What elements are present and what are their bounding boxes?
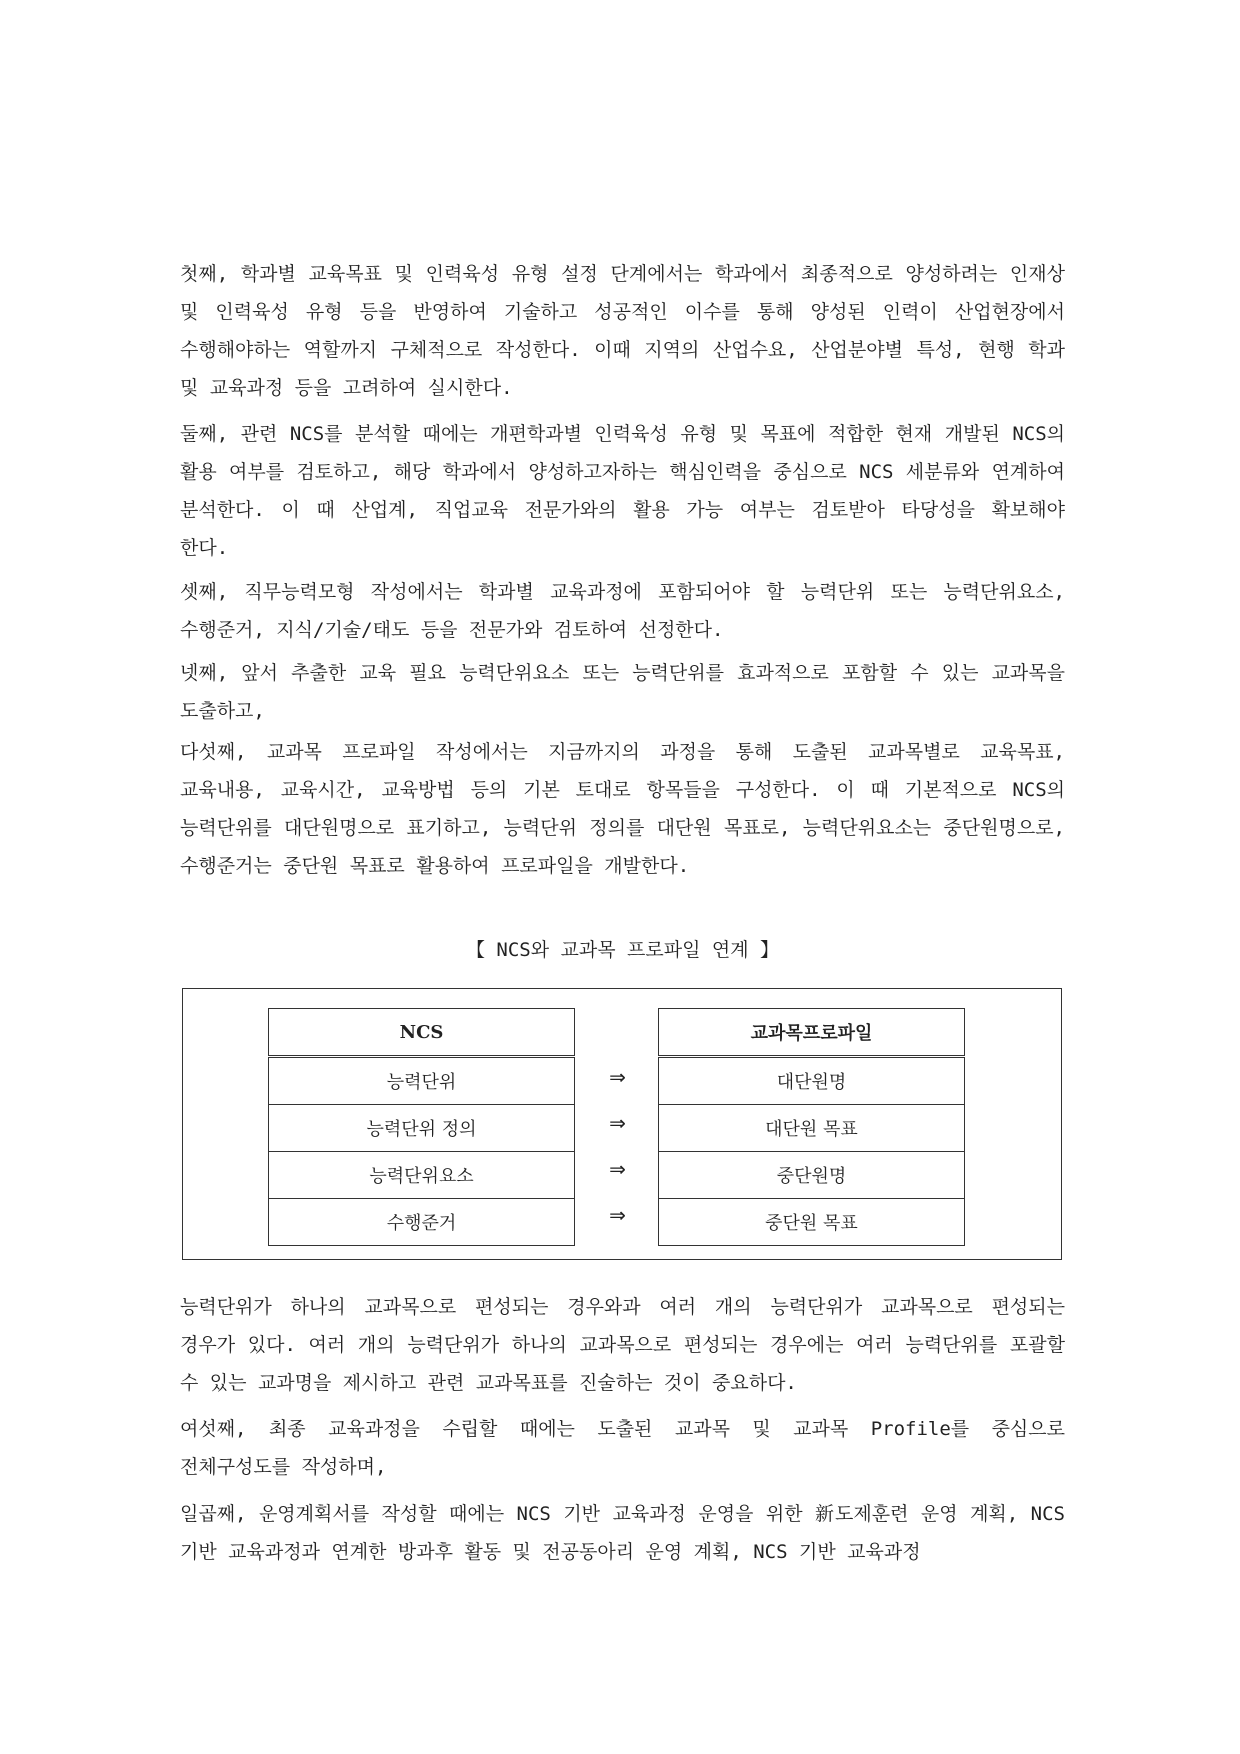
subject-profile-row: 중단원 목표: [659, 1199, 965, 1246]
right-arrow-icon: ⇒: [609, 1157, 626, 1181]
paragraph-first: 첫째, 학과별 교육목표 및 인력육성 유형 설정 단계에서는 학과에서 최종적으로 양성하려는 인재상 및 인력육성 유형 등을 반영하여 기술하고 성공적인 이수를 통해 양성된 인력이 산업현장에서 수행해야하는 역할까지 구체적으로 작성한다. 이때 지역의 산업수요, 산업분야별 특성, 현행 학과 및 교육과정 등을 고려하여 실시한다.: [180, 263, 1065, 399]
subject-profile-table: [658, 1008, 965, 1246]
subject-profile-row: 대단원 목표: [659, 1105, 965, 1152]
ncs-row: 능력단위 정의: [269, 1105, 575, 1152]
right-arrow-icon: ⇒: [609, 1065, 626, 1089]
right-arrow-icon: ⇒: [609, 1203, 626, 1227]
paragraph-seventh: 일곱째, 운영계획서를 작성할 때에는 NCS 기반 교육과정 운영을 위한 新도제훈련 운영 계획, NCS 기반 교육과정과 연계한 방과후 활동 및 전공동아리 운영 계획, NCS 기반 교육과정: [180, 1503, 1065, 1563]
paragraph-fifth: 다섯째, 교과목 프로파일 작성에서는 지금까지의 과정을 통해 도출된 교과목별로 교육목표, 교육내용, 교육시간, 교육방법 등의 기본 토대로 항목들을 구성한다. 이 때 기본적으로 NCS의 능력단위를 대단원명으로 표기하고, 능력단위 정의를 대단원 목표로, 능력단위요소는 중단원명으로, 수행준거는 중단원 목표로 활용하여 프로파일을 개발한다.: [180, 741, 1065, 877]
paragraph-sixth: 여섯째, 최종 교육과정을 수립할 때에는 도출된 교과목 및 교과목 Profile를 중심으로 전체구성도를 작성하며,: [180, 1418, 1065, 1478]
paragraph-second: 둘째, 관련 NCS를 분석할 때에는 개편학과별 인력육성 유형 및 목표에 적합한 현재 개발된 NCS의 활용 여부를 검토하고, 해당 학과에서 양성하고자하는 핵심인력을 중심으로 NCS 세분류와 연계하여 분석한다. 이 때 산업계, 직업교육 전문가와의 활용 가능 여부는 검토받아 타당성을 확보해야 한다.: [180, 423, 1065, 559]
figure-caption: 【 NCS와 교과목 프로파일 연계 】: [465, 939, 780, 961]
ncs-row: 수행준거: [269, 1199, 575, 1246]
arrow-column: [590, 1008, 645, 1238]
paragraph-fourth: 넷째, 앞서 추출한 교육 필요 능력단위요소 또는 능력단위를 효과적으로 포함할 수 있는 교과목을 도출하고,: [180, 662, 1065, 722]
ncs-table: [268, 1008, 575, 1246]
right-arrow-icon: ⇒: [609, 1111, 626, 1135]
ncs-row: 능력단위: [269, 1057, 575, 1105]
arrow-spacer: [590, 1008, 645, 1054]
subject-profile-header: 교과목프로파일: [659, 1009, 965, 1057]
ncs-row: 능력단위요소: [269, 1152, 575, 1199]
paragraph-mapping-note: 능력단위가 하나의 교과목으로 편성되는 경우와과 여러 개의 능력단위가 교과목으로 편성되는 경우가 있다. 여러 개의 능력단위가 하나의 교과목으로 편성되는 경우에는 여러 능력단위를 포괄할 수 있는 교과명을 제시하고 관련 교과목표를 진술하는 것이 중요하다.: [180, 1296, 1065, 1394]
ncs-header: NCS: [269, 1009, 575, 1057]
subject-profile-row: 중단원명: [659, 1152, 965, 1199]
subject-profile-row: 대단원명: [659, 1057, 965, 1105]
paragraph-third: 셋째, 직무능력모형 작성에서는 학과별 교육과정에 포함되어야 할 능력단위 또는 능력단위요소, 수행준거, 지식/기술/태도 등을 전문가와 검토하여 선정한다.: [180, 581, 1065, 641]
